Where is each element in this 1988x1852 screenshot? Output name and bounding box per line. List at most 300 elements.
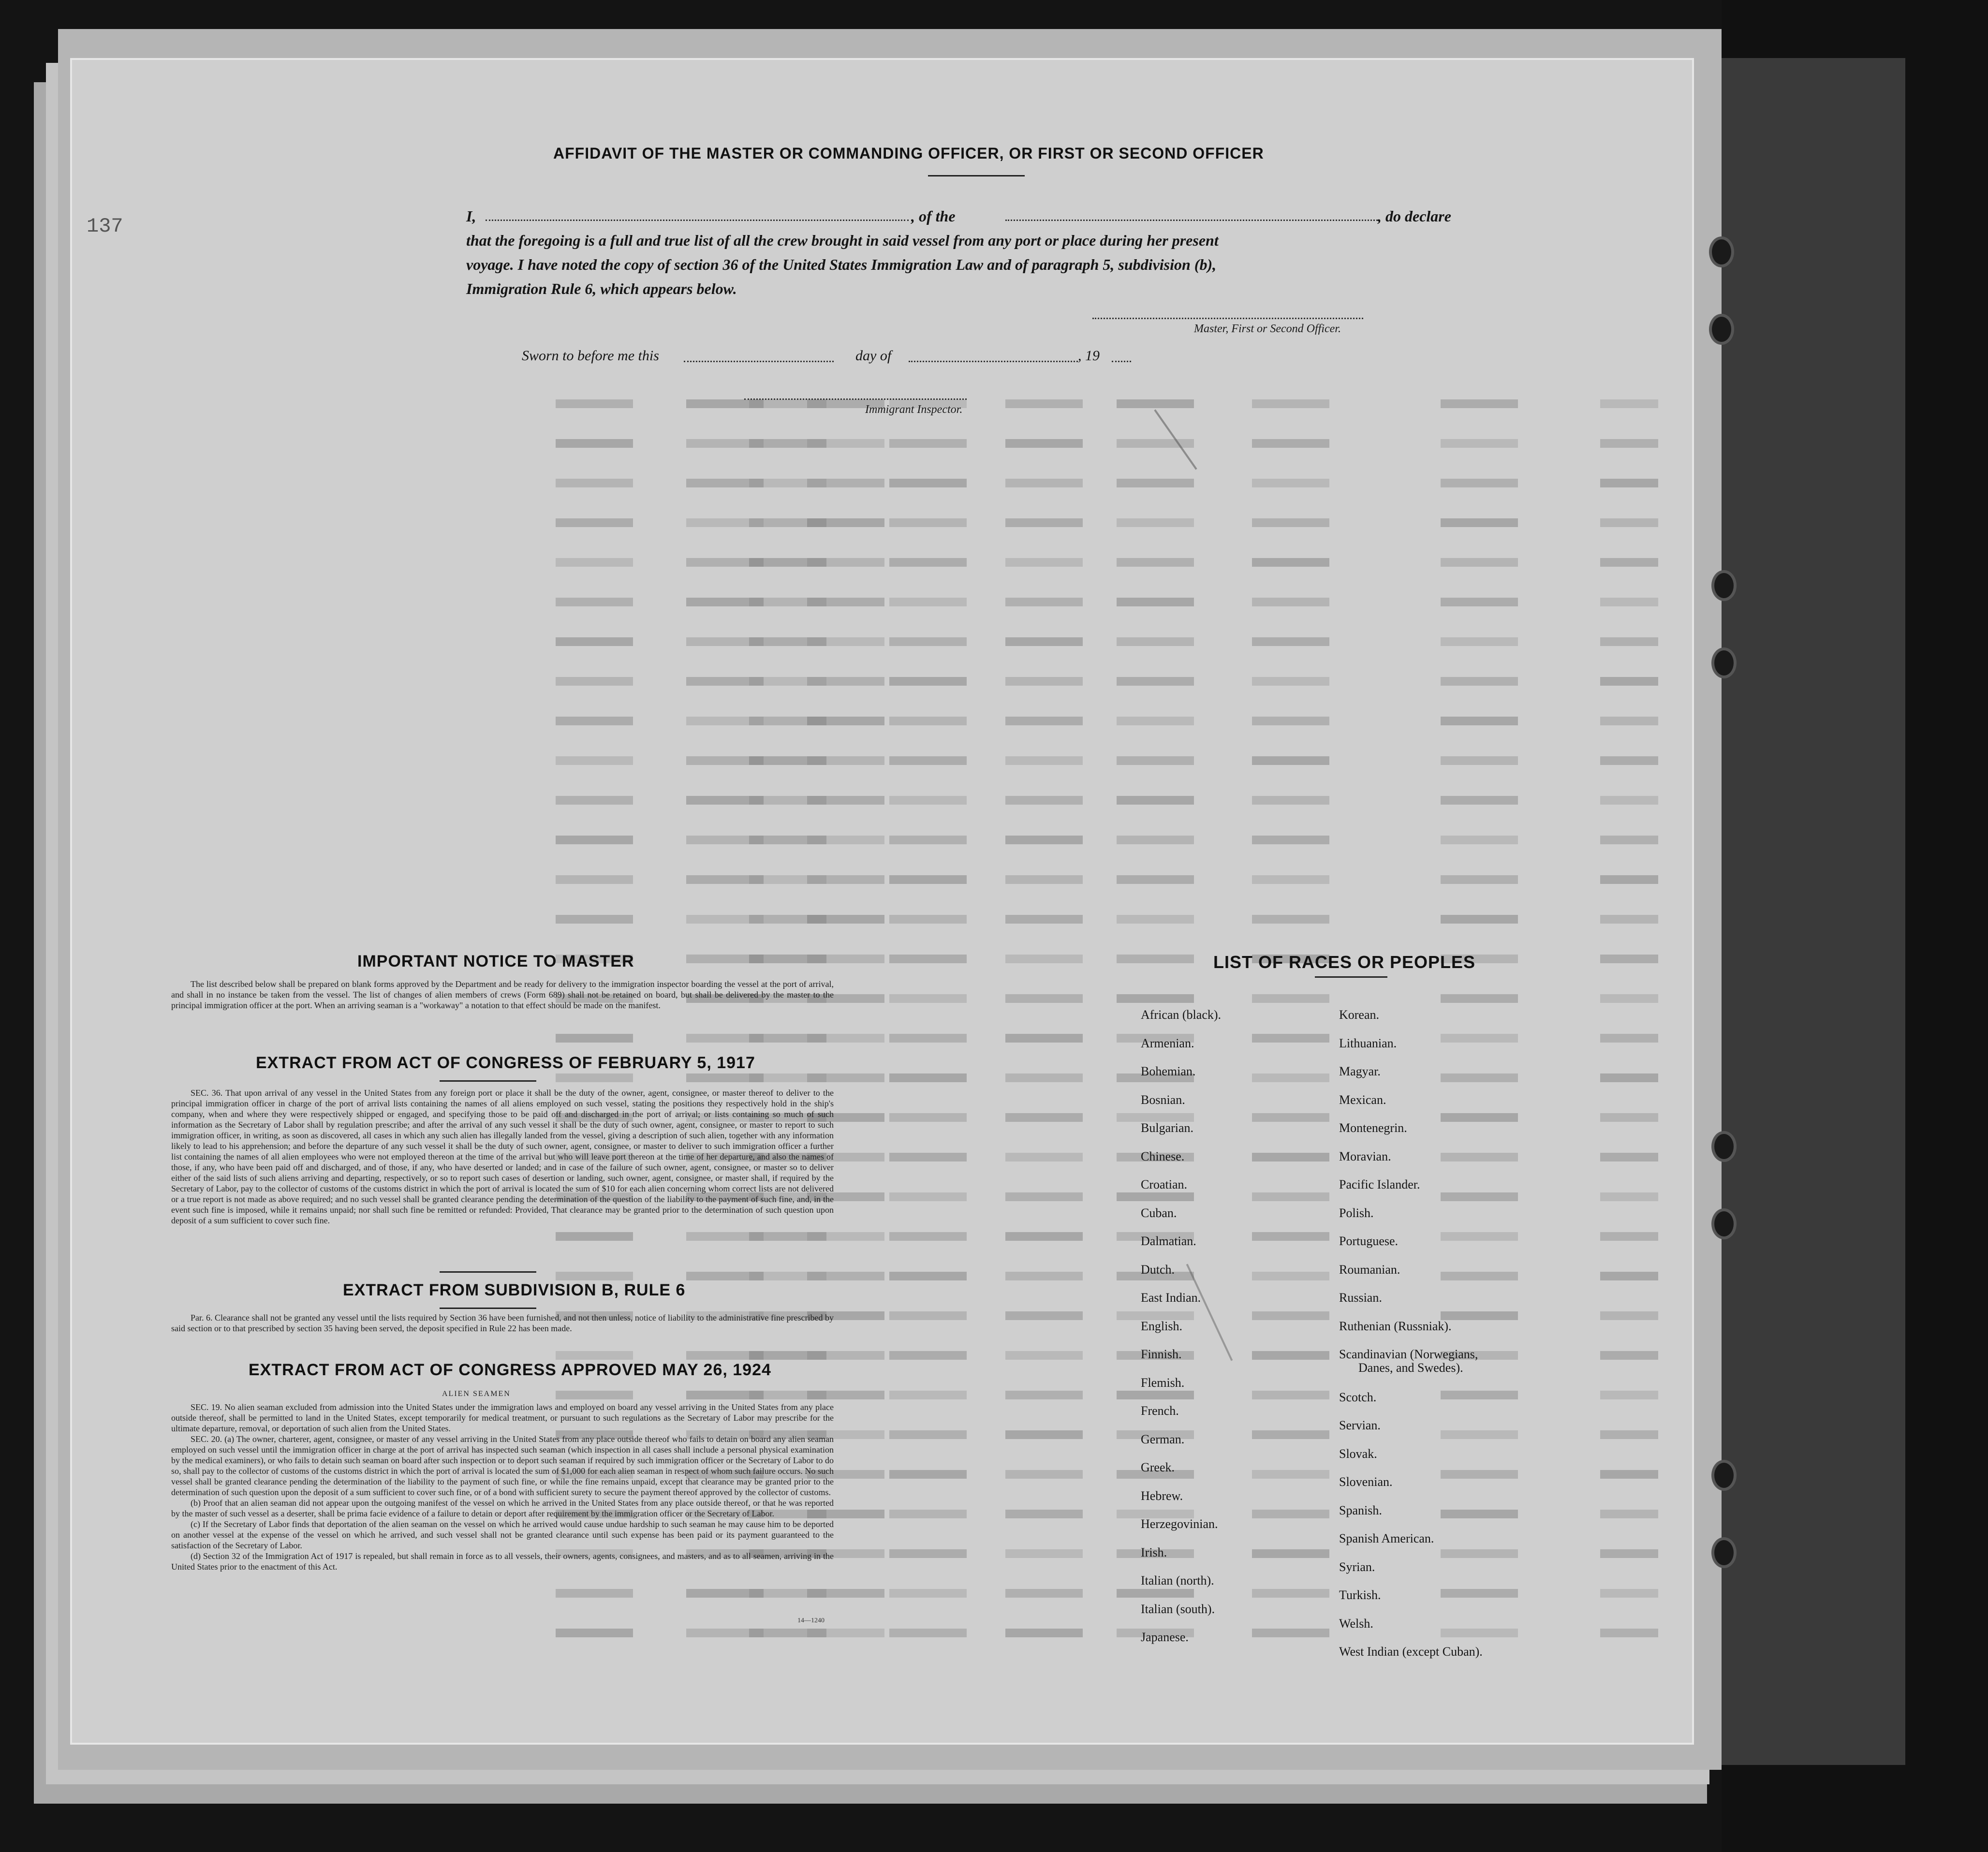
races-rule — [1315, 976, 1387, 978]
bleedthrough-cell — [1252, 1272, 1329, 1280]
bleedthrough-cell — [1441, 756, 1518, 765]
bleedthrough-cell — [1441, 1549, 1518, 1558]
bleedthrough-cell — [889, 558, 967, 567]
bleedthrough-row — [483, 671, 1678, 691]
sworn-day-blank[interactable] — [684, 361, 834, 362]
bleedthrough-cell — [1005, 558, 1083, 567]
bleedthrough-cell — [1252, 479, 1329, 487]
act1917-text-block — [171, 1088, 834, 1226]
binding-hole — [1711, 1208, 1737, 1239]
bleedthrough-cell — [889, 1549, 967, 1558]
sworn-month-blank[interactable] — [909, 361, 1078, 362]
bleedthrough-cell — [556, 836, 633, 844]
act1924-subheading: ALIEN SEAMEN — [442, 1390, 511, 1398]
bleedthrough-row — [483, 394, 1678, 413]
bleedthrough-cell — [1600, 518, 1658, 527]
bleedthrough-cell — [556, 1073, 633, 1082]
bleedthrough-cell — [889, 1589, 967, 1598]
bleedthrough-cell — [1005, 1113, 1083, 1122]
name-blank[interactable] — [486, 220, 909, 221]
bleedthrough-cell — [1117, 399, 1194, 408]
bleedthrough-cell — [1252, 1391, 1329, 1399]
bleedthrough-cell — [889, 1470, 967, 1479]
binding-hole — [1711, 570, 1737, 601]
bleedthrough-cell — [1600, 399, 1658, 408]
bleedthrough-row — [483, 592, 1678, 611]
act1924-sec19: SEC. 19. No alien seaman excluded from admission into the United States under the immigration laws and employed on board any vessel arriving in the United States from any place outside thereof, shall be permitted to land in the United States, except temporarily for medical treatment, or pursuant to such regulations as the Secretary of Labor may prescribe for the ultimate departure, removal, or deportation of such alien from the United States. — [171, 1402, 834, 1433]
bleedthrough-row — [483, 790, 1678, 809]
bleedthrough-cell — [1600, 479, 1658, 487]
bleedthrough-cell — [889, 1153, 967, 1161]
act1917-text: SEC. 36. That upon arrival of any vessel in the United States from any foreign port or place it shall be the duty of the owner, agent, consignee, or master thereof to deliver to the principal immigration officer in charge of the port of arrival lists containing the names of all aliens employed on such vessel, stating the positions they respectively hold in the ship's company, when and where they were respectively shipped or engaged, and specifying those to be paid off and discharged in the port of arrival; or lists containing so much of such information as the Secretary of Labor shall by regulation prescribe; and after the arrival of any such vessel it shall be the duty of such owner, agent, consignee, or master to report to such immigration officer, in writing, as soon as discovered, all cases in which any such alien has illegally landed from the vessel, giving a description of such alien, together with any information likely to lead to his apprehension; and before the departure of any such vessel it shall be the duty of such owner, agent, consignee, or master to deliver to such immigration officer a further list containing the names of all alien employees who were not employed thereon at the time of the arrival but who will leave port thereon at the time of her departure, and also the names of those, if any, who have been paid off and discharged, and of those, if any, who have deserted or landed; and in case of the failure of such owner, agent, consignee, or master so to deliver either of the said lists of such aliens arriving and departing, respectively, or so to report such cases of desertion or landing, such owner, agent, consignee, or master shall, if required by the Secretary of Labor, pay to the collector of customs of the customs district in which the port of arrival is located the sum of $10 for each alien concerning whom correct lists are not delivered or a true report is not made as above required; and no such vessel shall be granted clearance pending the determination of the question of the liability to the payment of such fine, and, in the event such fine is imposed, while it remains unpaid; nor shall such fine be remitted or refunded: Provided, That clearance may be granted prior to the determination of such question upon deposit of a sum sufficient to cover such fine. — [171, 1088, 834, 1225]
bleedthrough-row — [483, 830, 1678, 849]
master-signature-label: Master, First or Second Officer. — [1194, 323, 1341, 335]
race-item-right: Welsh. — [1339, 1617, 1373, 1631]
bleedthrough-cell — [1252, 836, 1329, 844]
bleedthrough-row — [483, 750, 1678, 770]
binding-hole — [1711, 647, 1737, 678]
bleedthrough-row — [483, 909, 1678, 928]
race-item-right: Montenegrin. — [1339, 1121, 1407, 1135]
affidavit-line-3: voyage. I have noted the copy of section 36 of the United States Immigration Law and of paragraph 5, subdivision (b), — [466, 256, 1217, 273]
vessel-blank[interactable] — [1005, 220, 1378, 221]
bleedthrough-cell — [1005, 1192, 1083, 1201]
race-item-left: English. — [1141, 1319, 1182, 1333]
declare-of-the: , of the — [911, 207, 956, 225]
bleedthrough-cell — [1252, 1351, 1329, 1360]
race-item-left: German. — [1141, 1432, 1185, 1446]
bleedthrough-cell — [556, 1391, 633, 1399]
bleedthrough-cell — [1252, 1073, 1329, 1082]
race-item-left: Finnish. — [1141, 1347, 1182, 1361]
bleedthrough-cell — [686, 1232, 764, 1241]
bleedthrough-cell — [1117, 439, 1194, 448]
races-heading: LIST OF RACES OR PEOPLES — [1213, 952, 1476, 972]
bleedthrough-cell — [1441, 1153, 1518, 1161]
sworn-year-blank[interactable] — [1112, 361, 1131, 362]
race-item-left: Chinese. — [1141, 1149, 1185, 1163]
race-item-right: West Indian (except Cuban). — [1339, 1645, 1483, 1659]
binding-hole — [1711, 1131, 1737, 1162]
bleedthrough-cell — [686, 1034, 764, 1043]
bleedthrough-cell — [1441, 1391, 1518, 1399]
bleedthrough-row — [483, 433, 1678, 453]
bleedthrough-cell — [686, 399, 764, 408]
background-board — [1702, 58, 1905, 1765]
bleedthrough-cell — [889, 1272, 967, 1280]
race-item-right: Roumanian. — [1339, 1263, 1400, 1277]
notice-text-block — [171, 979, 834, 1011]
bleedthrough-cell — [556, 1034, 633, 1043]
bleedthrough-cell — [889, 796, 967, 805]
sworn-text: Sworn to before me this — [522, 348, 659, 364]
binding-hole — [1709, 236, 1734, 267]
bleedthrough-cell — [1252, 399, 1329, 408]
bleedthrough-cell — [1600, 717, 1658, 725]
bleedthrough-cell — [1005, 1034, 1083, 1043]
bleedthrough-cell — [1252, 598, 1329, 606]
bleedthrough-cell — [686, 637, 764, 646]
bleedthrough-cell — [1441, 1192, 1518, 1201]
bleedthrough-cell — [1441, 518, 1518, 527]
bleedthrough-cell — [1117, 677, 1194, 686]
bleedthrough-cell — [1005, 1629, 1083, 1637]
bleedthrough-cell — [1441, 1311, 1518, 1320]
race-item-right: Lithuanian. — [1339, 1036, 1397, 1050]
race-item-right: Korean. — [1339, 1008, 1380, 1022]
bleedthrough-cell — [1600, 756, 1658, 765]
bleedthrough-cell — [1005, 439, 1083, 448]
declare-i: I, — [466, 207, 476, 225]
bleedthrough-cell — [1441, 875, 1518, 884]
bleedthrough-row — [483, 711, 1678, 730]
bleedthrough-cell — [1441, 479, 1518, 487]
bleedthrough-cell — [1441, 717, 1518, 725]
bleedthrough-cell — [556, 796, 633, 805]
form-number: 14—1240 — [797, 1617, 825, 1624]
rule6-top-rule — [440, 1271, 536, 1273]
bleedthrough-cell — [1441, 1232, 1518, 1241]
bleedthrough-cell — [1252, 1192, 1329, 1201]
bleedthrough-cell — [1252, 875, 1329, 884]
race-item-left: Greek. — [1141, 1460, 1175, 1474]
bleedthrough-cell — [889, 1629, 967, 1637]
bleedthrough-cell — [556, 1589, 633, 1598]
rule6-rule — [440, 1308, 536, 1309]
bleedthrough-cell — [1600, 439, 1658, 448]
inspector-signature-line[interactable] — [744, 398, 967, 400]
master-signature-line[interactable] — [1092, 318, 1363, 319]
bleedthrough-cell — [1005, 1470, 1083, 1479]
race-item-right: Servian. — [1339, 1418, 1381, 1432]
bleedthrough-cell — [1252, 518, 1329, 527]
bleedthrough-cell — [556, 756, 633, 765]
bleedthrough-cell — [889, 1430, 967, 1439]
bleedthrough-cell — [1117, 598, 1194, 606]
bleedthrough-cell — [1600, 1549, 1658, 1558]
bleedthrough-cell — [889, 1034, 967, 1043]
bleedthrough-cell — [1441, 836, 1518, 844]
bleedthrough-cell — [889, 518, 967, 527]
bleedthrough-cell — [1005, 518, 1083, 527]
bleedthrough-cell — [556, 558, 633, 567]
bleedthrough-cell — [556, 915, 633, 924]
bleedthrough-cell — [889, 955, 967, 963]
race-item-left: Cuban. — [1141, 1206, 1177, 1220]
bleedthrough-cell — [1005, 756, 1083, 765]
binding-hole — [1711, 1460, 1737, 1491]
bleedthrough-cell — [556, 717, 633, 725]
race-item-right: Moravian. — [1339, 1149, 1391, 1163]
bleedthrough-cell — [686, 439, 764, 448]
bleedthrough-cell — [1441, 1034, 1518, 1043]
bleedthrough-cell — [1252, 1549, 1329, 1558]
bleedthrough-cell — [1117, 1391, 1194, 1399]
bleedthrough-row — [483, 1623, 1678, 1642]
race-item-left: Irish. — [1141, 1545, 1167, 1559]
bleedthrough-cell — [556, 479, 633, 487]
bleedthrough-cell — [1600, 1430, 1658, 1439]
race-item-left: Herzegovinian. — [1141, 1517, 1218, 1531]
notice-heading: IMPORTANT NOTICE TO MASTER — [357, 952, 634, 970]
race-item-right: Portuguese. — [1339, 1234, 1399, 1248]
bleedthrough-cell — [1441, 915, 1518, 924]
inspector-signature-label: Immigrant Inspector. — [865, 403, 963, 416]
bleedthrough-cell — [686, 836, 764, 844]
race-item-left: Flemish. — [1141, 1376, 1185, 1390]
bleedthrough-cell — [1441, 1272, 1518, 1280]
race-item-left: Italian (south). — [1141, 1602, 1215, 1616]
bleedthrough-cell — [556, 1351, 633, 1360]
bleedthrough-cell — [1117, 479, 1194, 487]
bleedthrough-cell — [1600, 558, 1658, 567]
race-item-right: Spanish American. — [1339, 1531, 1434, 1545]
bleedthrough-cell — [686, 518, 764, 527]
bleedthrough-cell — [1252, 1034, 1329, 1043]
bleedthrough-cell — [1005, 1073, 1083, 1082]
declare-do-declare: , do declare — [1378, 207, 1451, 225]
bleedthrough-cell — [1005, 1153, 1083, 1161]
bleedthrough-cell — [1252, 677, 1329, 686]
bleedthrough-cell — [1005, 717, 1083, 725]
sworn-year: , 19 — [1078, 348, 1100, 364]
bleedthrough-cell — [889, 915, 967, 924]
bleedthrough-row — [483, 1583, 1678, 1602]
race-item-right: Polish. — [1339, 1206, 1374, 1220]
bleedthrough-cell — [686, 1073, 764, 1082]
bleedthrough-cell — [1600, 915, 1658, 924]
act1924-sec20c: (c) If the Secretary of Labor finds that deportation of the alien seaman on the vessel on which he arrived would cause undue hardship to such seaman he may cause him to be deported on another vessel at the expense of the vessel on which he arrived, and such vessel shall not be granted clearance until such expense has been paid or its payment guaranteed to the satisfaction of the Secretary of Labor. — [171, 1519, 834, 1550]
bleedthrough-cell — [1441, 1430, 1518, 1439]
bleedthrough-cell — [1005, 1351, 1083, 1360]
bleedthrough-cell — [1600, 1351, 1658, 1360]
bleedthrough-cell — [1252, 1153, 1329, 1161]
notice-text: The list described below shall be prepared on blank forms approved by the Department and be ready for delivery to the immigration inspector boarding the vessel at the port of arrival, and shall in no instance be taken from the vessel. The list of changes of alien members of crews (Form 689) shall not be retained on board, but shall be delivered by the master to the principal immigration officer at the port. When an arriving seaman is a "workaway" a notation to that effect should be made on the manifest. — [171, 979, 834, 1010]
bleedthrough-cell — [1005, 796, 1083, 805]
bleedthrough-cell — [1252, 1113, 1329, 1122]
bleedthrough-row — [483, 1385, 1678, 1404]
race-item-left: Dalmatian. — [1141, 1234, 1196, 1248]
bleedthrough-cell — [1252, 1589, 1329, 1598]
document-page — [70, 58, 1694, 1745]
bleedthrough-cell — [1005, 1510, 1083, 1518]
bleedthrough-cell — [1600, 1034, 1658, 1043]
affidavit-title: AFFIDAVIT OF THE MASTER OR COMMANDING OFFICER, OR FIRST OR SECOND OFFICER — [553, 145, 1264, 162]
race-item-left: African (black). — [1141, 1008, 1222, 1022]
race-item-right: Magyar. — [1339, 1064, 1381, 1078]
bleedthrough-cell — [686, 1391, 764, 1399]
race-item-right: Scandinavian (Norwegians, — [1339, 1347, 1478, 1361]
bleedthrough-cell — [1005, 836, 1083, 844]
bleedthrough-cell — [1005, 637, 1083, 646]
bleedthrough-cell — [1117, 717, 1194, 725]
bleedthrough-cell — [1252, 637, 1329, 646]
bleedthrough-cell — [686, 756, 764, 765]
bleedthrough-cell — [1117, 637, 1194, 646]
bleedthrough-row — [483, 552, 1678, 572]
bleedthrough-cell — [1600, 637, 1658, 646]
race-item-right: Danes, and Swedes). — [1358, 1361, 1463, 1375]
bleedthrough-cell — [1600, 1470, 1658, 1479]
bleedthrough-cell — [889, 1391, 967, 1399]
bleedthrough-row — [483, 473, 1678, 492]
bleedthrough-cell — [1441, 1510, 1518, 1518]
bleedthrough-cell — [1005, 1549, 1083, 1558]
race-item-right: Slovak. — [1339, 1447, 1377, 1461]
act1917-rule — [440, 1080, 536, 1082]
bleedthrough-cell — [1441, 1589, 1518, 1598]
race-item-right: Syrian. — [1339, 1560, 1375, 1574]
bleedthrough-cell — [889, 1351, 967, 1360]
bleedthrough-cell — [1117, 756, 1194, 765]
bleedthrough-cell — [1005, 955, 1083, 963]
race-item-left: Bulgarian. — [1141, 1121, 1194, 1135]
bleedthrough-cell — [889, 1192, 967, 1201]
bleedthrough-row — [483, 513, 1678, 532]
bleedthrough-cell — [1441, 598, 1518, 606]
race-item-left: Italian (north). — [1141, 1573, 1214, 1587]
rule6-text-block — [171, 1312, 834, 1334]
bleedthrough-cell — [1005, 598, 1083, 606]
bleedthrough-row — [483, 1028, 1678, 1047]
bleedthrough-cell — [556, 518, 633, 527]
bleedthrough-cell — [1005, 677, 1083, 686]
bleedthrough-cell — [686, 796, 764, 805]
bleedthrough-cell — [1441, 558, 1518, 567]
bleedthrough-cell — [1252, 1470, 1329, 1479]
bleedthrough-cell — [1005, 399, 1083, 408]
margin-note: 137 — [87, 215, 123, 238]
bleedthrough-cell — [1005, 875, 1083, 884]
bleedthrough-cell — [1441, 677, 1518, 686]
race-item-right: Pacific Islander. — [1339, 1177, 1420, 1191]
bleedthrough-cell — [889, 1311, 967, 1320]
bleedthrough-cell — [1252, 1430, 1329, 1439]
bleedthrough-cell — [686, 558, 764, 567]
crew-list-bleedthrough — [483, 394, 1678, 1046]
bleedthrough-cell — [1441, 1113, 1518, 1122]
binding-hole — [1709, 314, 1734, 345]
bleedthrough-cell — [1600, 1192, 1658, 1201]
race-item-left: Hebrew. — [1141, 1489, 1183, 1503]
bleedthrough-row — [483, 632, 1678, 651]
bleedthrough-cell — [1117, 796, 1194, 805]
act1924-text-block — [171, 1402, 834, 1572]
binding-hole — [1711, 1537, 1737, 1568]
race-item-right: Spanish. — [1339, 1503, 1382, 1517]
bleedthrough-cell — [1252, 558, 1329, 567]
race-item-left: Armenian. — [1141, 1036, 1194, 1050]
bleedthrough-cell — [1600, 1073, 1658, 1082]
race-item-left: Croatian. — [1141, 1177, 1188, 1191]
bleedthrough-cell — [889, 875, 967, 884]
act1924-sec20b: (b) Proof that an alien seaman did not appear upon the outgoing manifest of the vessel on which he arrived in the United States from any place outside thereof, or that he was reported by the master of such vessel as a deserter, shall be prima facie evidence of a failure to detain or deport after requirement by the immigration officer or the Secretary of Labor. — [171, 1498, 834, 1518]
bleedthrough-cell — [1252, 439, 1329, 448]
bleedthrough-cell — [1441, 439, 1518, 448]
bleedthrough-cell — [1252, 796, 1329, 805]
bleedthrough-cell — [556, 677, 633, 686]
bleedthrough-row — [483, 1226, 1678, 1246]
bleedthrough-cell — [1441, 1629, 1518, 1637]
bleedthrough-cell — [1600, 677, 1658, 686]
bleedthrough-cell — [1005, 1430, 1083, 1439]
bleedthrough-cell — [556, 439, 633, 448]
bleedthrough-cell — [686, 1589, 764, 1598]
bleedthrough-cell — [1441, 1073, 1518, 1082]
bleedthrough-cell — [1252, 756, 1329, 765]
bleedthrough-cell — [1600, 1232, 1658, 1241]
bleedthrough-cell — [889, 677, 967, 686]
bleedthrough-cell — [556, 637, 633, 646]
race-item-right: Scotch. — [1339, 1390, 1377, 1404]
bleedthrough-cell — [1117, 518, 1194, 527]
rule6-heading: EXTRACT FROM SUBDIVISION B, RULE 6 — [343, 1281, 686, 1299]
bleedthrough-cell — [686, 598, 764, 606]
bleedthrough-cell — [1441, 796, 1518, 805]
bleedthrough-cell — [889, 756, 967, 765]
bleedthrough-cell — [1600, 1272, 1658, 1280]
bleedthrough-cell — [1005, 994, 1083, 1003]
title-rule — [928, 175, 1025, 176]
bleedthrough-cell — [1005, 915, 1083, 924]
race-item-right: Ruthenian (Russniak). — [1339, 1319, 1452, 1333]
bleedthrough-cell — [686, 677, 764, 686]
bleedthrough-cell — [1441, 994, 1518, 1003]
bleedthrough-cell — [889, 439, 967, 448]
bleedthrough-cell — [1600, 1311, 1658, 1320]
bleedthrough-cell — [686, 479, 764, 487]
race-item-left: Bohemian. — [1141, 1064, 1196, 1078]
bleedthrough-cell — [1441, 1470, 1518, 1479]
bleedthrough-cell — [1005, 1311, 1083, 1320]
bleedthrough-cell — [1117, 875, 1194, 884]
bleedthrough-cell — [686, 1351, 764, 1360]
bleedthrough-cell — [889, 717, 967, 725]
race-item-left: Japanese. — [1141, 1630, 1189, 1644]
rule6-text: Par. 6. Clearance shall not be granted any vessel until the lists required by Section 36 have been furnished, and not then unless, notice of liability to the administrative fine prescribed by said section or to that prescribed by section 35 having been served, the deposit specified in Rule 22 has been made. — [171, 1313, 834, 1333]
bleedthrough-cell — [686, 915, 764, 924]
bleedthrough-cell — [1117, 558, 1194, 567]
bleedthrough-cell — [1600, 875, 1658, 884]
bleedthrough-cell — [889, 1510, 967, 1518]
race-item-left: Bosnian. — [1141, 1093, 1185, 1107]
bleedthrough-row — [483, 949, 1678, 968]
bleedthrough-cell — [1600, 1113, 1658, 1122]
bleedthrough-cell — [1005, 1589, 1083, 1598]
bleedthrough-cell — [1252, 717, 1329, 725]
bleedthrough-cell — [1117, 915, 1194, 924]
race-item-right: Russian. — [1339, 1291, 1382, 1305]
race-item-left: French. — [1141, 1404, 1179, 1418]
bleedthrough-cell — [1252, 1629, 1329, 1637]
affidavit-line-4: Immigration Rule 6, which appears below. — [466, 280, 737, 297]
act1924-heading: EXTRACT FROM ACT OF CONGRESS APPROVED MAY 26, 1924 — [249, 1361, 771, 1379]
bleedthrough-cell — [889, 1113, 967, 1122]
bleedthrough-cell — [1600, 796, 1658, 805]
bleedthrough-cell — [889, 479, 967, 487]
bleedthrough-cell — [1600, 1510, 1658, 1518]
act1917-heading: EXTRACT FROM ACT OF CONGRESS OF FEBRUARY 5, 1917 — [256, 1054, 755, 1072]
bleedthrough-cell — [889, 598, 967, 606]
bleedthrough-cell — [889, 836, 967, 844]
bleedthrough-cell — [556, 598, 633, 606]
bleedthrough-cell — [1117, 1589, 1194, 1598]
bleedthrough-cell — [1005, 1232, 1083, 1241]
bleedthrough-cell — [1117, 1192, 1194, 1201]
race-item-left: Dutch. — [1141, 1263, 1175, 1277]
sworn-day-of: day of — [855, 348, 892, 364]
bleedthrough-cell — [1600, 598, 1658, 606]
